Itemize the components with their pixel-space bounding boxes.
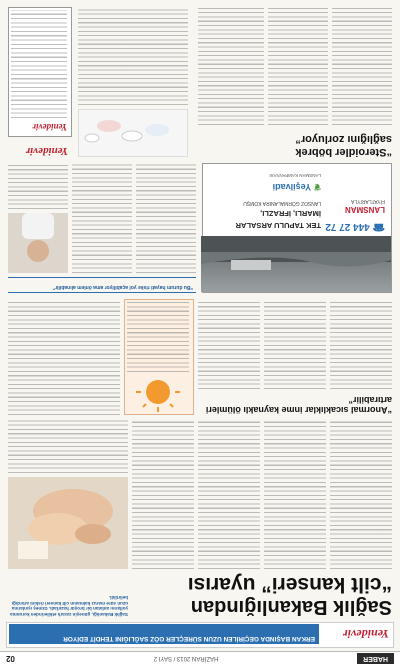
date-line: HAZİRAN 2013 / SAYI 2 (153, 655, 219, 662)
right-column-text (8, 299, 120, 415)
real-estate-ad (202, 163, 392, 293)
imprint-text (11, 10, 67, 118)
banner-kicker: ERKAN BAŞINDA GEÇİRİLEN UZUN SÜREÇLER GÖZ SAĞLIĞINI TEHDİT EDİYOR (9, 624, 319, 644)
ad-brand-text: Yeşilvadi (272, 182, 312, 192)
ad-title-3: TEK TAPULU ARSALAR (235, 221, 321, 230)
page-header (0, 651, 400, 665)
top-banner (6, 622, 394, 648)
sun-icon (123, 374, 193, 414)
imprint-brand: Yenidevir (32, 122, 67, 132)
main-lead: Sağlık Bakanlığı, güneşin zararlı etkilerinden korunma yollarını anlatan bir broşür hazırladı. Güneş ışınlarına uzun süre maruz kalmanın cilt kanseri riskini artırdığı belirtildi. (10, 595, 128, 617)
right-body-col (8, 419, 128, 473)
lower-body-col-3 (8, 163, 68, 209)
lower-headline-line1: “Steroidler böbrek (295, 146, 392, 158)
leaf-icon: ❦ (313, 182, 321, 192)
main-body-col-2 (264, 419, 326, 569)
lower-story-col-3 (198, 7, 264, 125)
ad-sublabel: FİYATLARIYLA (351, 198, 385, 204)
lower-story-col-4 (78, 7, 188, 105)
doctor-photo (8, 213, 68, 273)
main-body-col-1 (330, 419, 392, 569)
ad-photo (201, 236, 391, 292)
ad-phone-number (325, 221, 385, 232)
hands-photo-illustration (8, 477, 128, 569)
pills-photo (78, 109, 188, 157)
lower-body-col-2 (72, 163, 132, 273)
quote-headline: “Anormal sıcaklıklar inme kaynaklı ölümleri artırabilir” (205, 395, 392, 415)
lower-body-col-1 (136, 163, 196, 273)
ad-landscape-photo (201, 236, 391, 292)
ad-campaign-line: LANSMAN KAMPANYASI (269, 173, 321, 178)
ad-title-1: LANSOZ GÖRMALANIRA KOMŞU (243, 200, 321, 206)
main-body-col-4 (132, 419, 194, 569)
main-headline-line1: Sağlık Bakanlığından (190, 596, 392, 618)
heat-infobox (124, 299, 194, 415)
pills-illustration (77, 108, 187, 156)
page-number: 02 (6, 654, 15, 663)
ad-label: LANSMAN (345, 205, 385, 214)
pull-quote: “Bu durum hayati riske yol açabiliyor ama önlem alınabilir” (8, 277, 196, 293)
lower-story-col-2 (268, 7, 328, 125)
quote-body-col-3 (198, 299, 260, 389)
ad-title-2: İMARLI, İFRAZLI, (260, 209, 321, 218)
imprint-box (8, 7, 72, 137)
ad-brand (273, 181, 321, 192)
heat-infobox-text (127, 302, 189, 372)
doctor-portrait (8, 213, 68, 273)
phone-icon: ☎ (372, 221, 385, 232)
banner-brand-logo: Yenidevir (343, 627, 389, 641)
quote-body-col-1 (330, 299, 392, 389)
quote-body-col-2 (264, 299, 326, 389)
lower-headline-line2: sağlığını zorluyor” (295, 133, 392, 145)
main-headline-line2: “cilt kanseri” uyarısı (187, 573, 392, 596)
main-story-photo (8, 477, 128, 569)
main-body-col-3 (198, 419, 260, 569)
section-label: HABER (357, 653, 394, 664)
ad-phone-text: 444 27 72 (325, 221, 370, 232)
lower-story-brand: Yenidevir (25, 145, 68, 157)
lower-story-col-1 (332, 7, 392, 125)
